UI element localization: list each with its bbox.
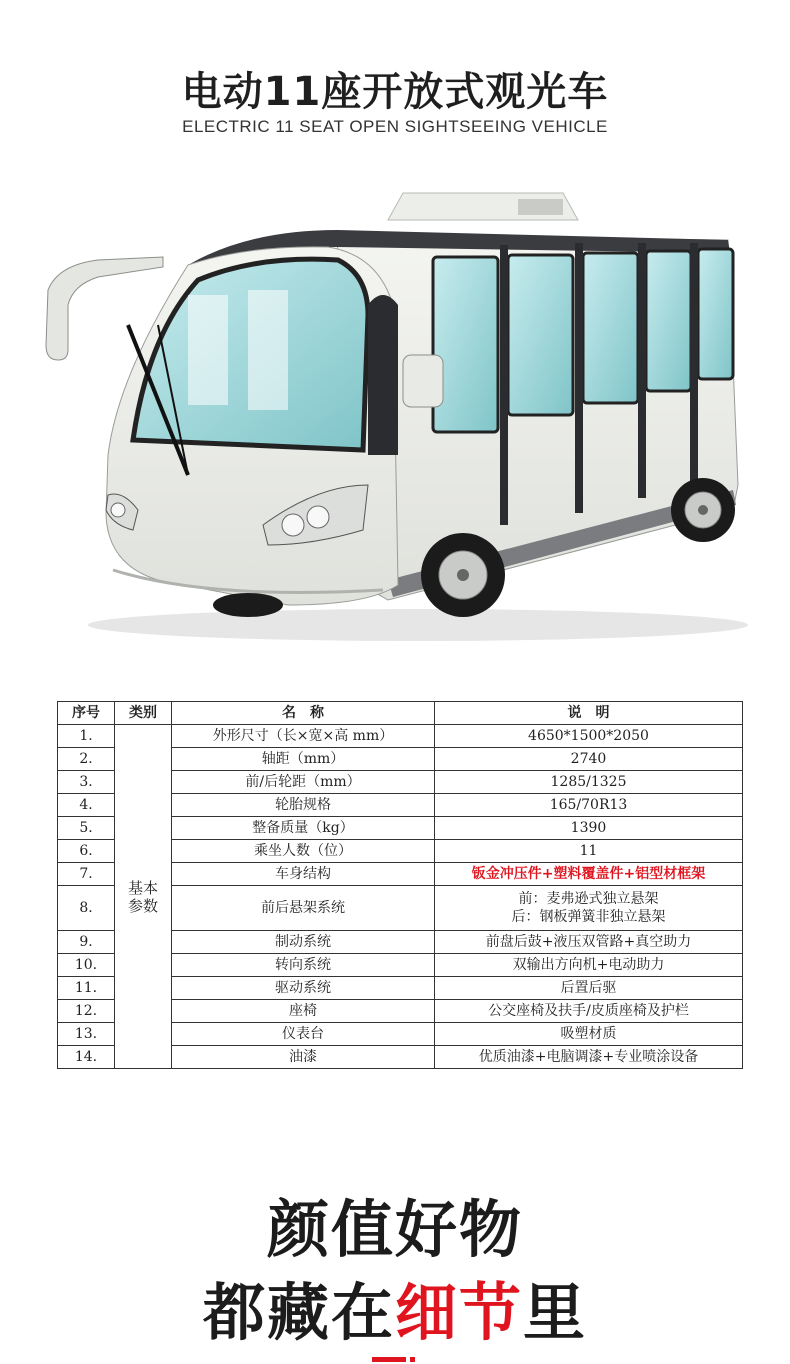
row-name: 外形尺寸（长×宽×高 mm） [172, 725, 435, 748]
row-no: 9. [58, 931, 115, 954]
row-value: 2740 [435, 748, 743, 771]
row-value: 双输出方向机+电动助力 [435, 954, 743, 977]
category-line: 参数 [127, 896, 158, 915]
row-name: 前/后轮距（mm） [172, 771, 435, 794]
row-name: 驱动系统 [172, 977, 435, 1000]
row-value: 前盘后鼓+液压双管路+真空助力 [435, 931, 743, 954]
decorative-dot [410, 1357, 415, 1362]
row-name: 油漆 [172, 1046, 435, 1069]
row-no: 10. [58, 954, 115, 977]
row-no: 11. [58, 977, 115, 1000]
table-header-row [58, 702, 743, 725]
row-no: 3. [58, 771, 115, 794]
row-value: 1390 [435, 817, 743, 840]
row-name: 仪表台 [172, 1023, 435, 1046]
row-no: 1. [58, 725, 115, 748]
header-category: 类别 [115, 702, 172, 725]
row-value-highlight: 钣金冲压件+塑料覆盖件+铝型材框架 [435, 863, 743, 886]
row-no: 2. [58, 748, 115, 771]
row-name: 座椅 [172, 1000, 435, 1023]
row-value: 1285/1325 [435, 771, 743, 794]
slogan-part: 里 [523, 1276, 588, 1349]
row-name: 车身结构 [172, 863, 435, 886]
row-no: 6. [58, 840, 115, 863]
table-row [58, 725, 743, 748]
row-name: 制动系统 [172, 931, 435, 954]
row-value-line: 前：麦弗逊式独立悬架 [518, 891, 659, 907]
row-no: 12. [58, 1000, 115, 1023]
category-cell [115, 725, 172, 1069]
page-title-cn: 电动11座开放式观光车 [181, 69, 609, 115]
row-no: 5. [58, 817, 115, 840]
row-value [435, 886, 743, 931]
slogan-part: 都藏在 [202, 1276, 395, 1349]
row-value: 公交座椅及扶手/皮质座椅及护栏 [435, 1000, 743, 1023]
row-value-line: 后：钢板弹簧非独立悬架 [511, 909, 666, 925]
row-name: 整备质量（kg） [172, 817, 435, 840]
row-value: 吸塑材质 [435, 1023, 743, 1046]
row-name: 前后悬架系统 [172, 886, 435, 931]
header-no: 序号 [58, 702, 115, 725]
row-value: 4650*1500*2050 [435, 725, 743, 748]
decorative-bar [372, 1357, 406, 1362]
row-no: 4. [58, 794, 115, 817]
row-no: 7. [58, 863, 115, 886]
spec-table [57, 701, 743, 1069]
header-description: 说 明 [435, 702, 743, 725]
row-name: 轮胎规格 [172, 794, 435, 817]
row-value: 165/70R13 [435, 794, 743, 817]
header-name: 名 称 [172, 702, 435, 725]
row-name: 乘坐人数（位） [172, 840, 435, 863]
row-no: 8. [58, 886, 115, 931]
row-name: 转向系统 [172, 954, 435, 977]
row-name: 轴距（mm） [172, 748, 435, 771]
slogan-line-2 [0, 1263, 790, 1352]
category-line: 基本 [127, 878, 158, 897]
row-value: 优质油漆+电脑调漆+专业喷涂设备 [435, 1046, 743, 1069]
row-value: 11 [435, 840, 743, 863]
slogan-line-1: 颜值好物 [266, 1193, 523, 1266]
page-title-en: ELECTRIC 11 SEAT OPEN SIGHTSEEING VEHICLE [182, 117, 608, 136]
row-value: 后置后驱 [435, 977, 743, 1000]
slogan-highlight: 细节 [394, 1276, 523, 1349]
row-no: 13. [58, 1023, 115, 1046]
sightseeing-bus-illustration [38, 185, 758, 655]
row-no: 14. [58, 1046, 115, 1069]
